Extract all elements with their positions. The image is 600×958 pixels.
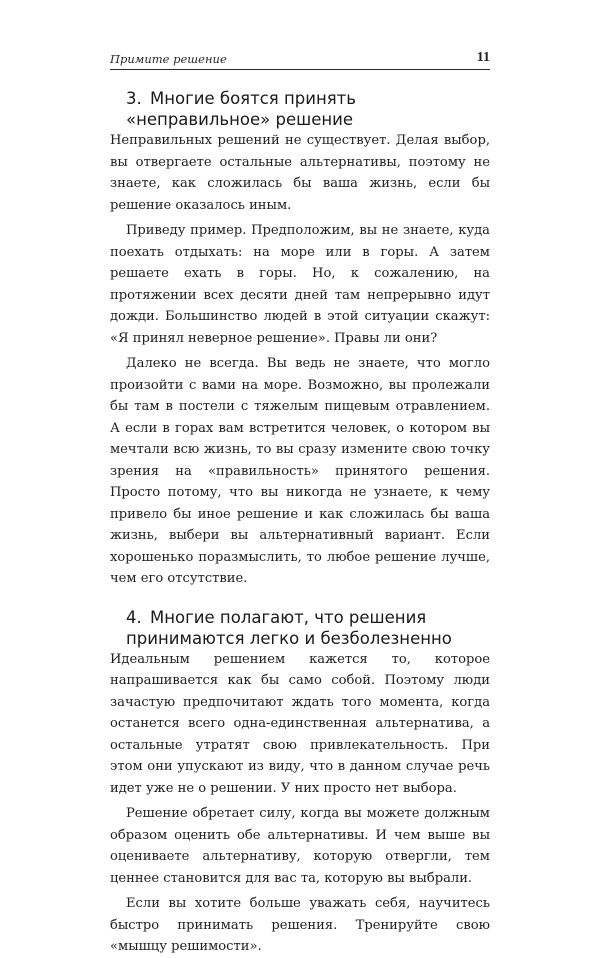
section-3-heading xyxy=(110,88,490,130)
running-head xyxy=(110,50,490,70)
section-4-paragraph-3: Если вы хотите больше уважать себя, научитесь быстро принимать решения. Тренируйте свою «мышцу решимости». xyxy=(110,896,490,954)
section-3-title: Многие боятся принять «неправильное» решение xyxy=(126,89,356,129)
section-4-title: Многие полагают, что решения принимаются легко и безболезненно xyxy=(126,607,452,648)
page-number: 11 xyxy=(476,50,490,65)
section-4-number: 4. xyxy=(126,607,142,627)
section-3-paragraph-2: Приведу пример. Предположим, вы не знаете, куда поехать отдыхать: на море или в горы. А затем решаете ехать в горы. Но, к сожалению, на протяжении всех десяти дней там непрерывно идут дожди. Большинство людей в этой ситуации скажут: «Я принял неверное решение». Правы ли они? xyxy=(110,223,490,346)
section-4-paragraph-1: Идеальным решением кажется то, которое напрашивается как бы само собой. Поэтому люди зачастую предпочитают ждать того момента, когда останется всего одна-единственная альтернатива, а остальные утратят свою привлекательность. При этом они упускают из виду, что в данном случае речь идет уже не о решении. У них просто нет выбора. xyxy=(110,651,490,796)
section-3-paragraph-1: Неправильных решений не существует. Делая выбор, вы отвергаете остальные альтернативы, поэтому не знаете, как сложилась бы ваша жизнь, если бы решение оказалось иным. xyxy=(110,133,490,213)
header-rule xyxy=(110,69,490,70)
section-3-number: 3. xyxy=(126,89,142,108)
section-4-heading xyxy=(110,607,490,649)
section-4-paragraph-2: Решение обретает силу, когда вы можете должным образом оценить обе альтернативы. И чем выше вы оцениваете альтернативу, которую отвергли, тем ценнее становится для вас та, которую вы выбрали. xyxy=(110,806,490,886)
section-3-paragraph-3: Далеко не всегда. Вы ведь не знаете, что могло произойти с вами на море. Возможно, вы пролежали бы там в постели с тяжелым пищевым отравлением. А если в горах вам встретится человек, о котором вы мечтали всю жизнь, то вы сразу измените свою точку зрения на «правильность» принятого решения. Просто потому, что вы никогда не узнаете, к чему привело бы иное решение и как сложилась бы ваша жизнь, выбери вы альтернативный вариант. Если хорошенько поразмыслить, то любое решение лучше, чем его отсутствие. xyxy=(110,356,490,586)
page-content xyxy=(110,88,490,958)
running-head-title: Примите решение xyxy=(110,52,227,66)
